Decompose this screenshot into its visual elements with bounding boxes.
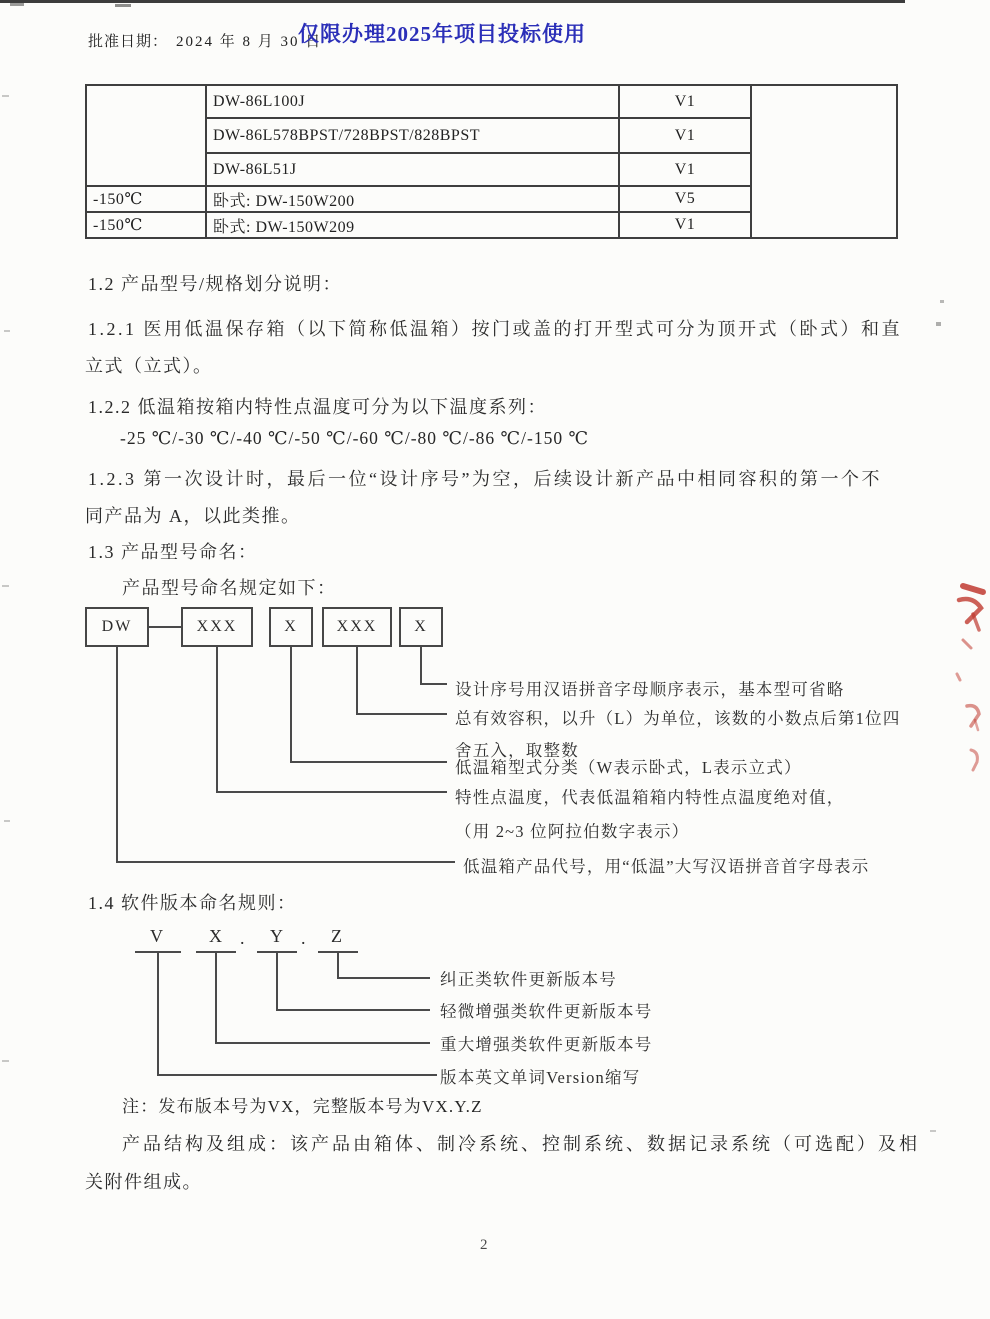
notes-cell-merged [751, 85, 897, 238]
model-annotation-type: 低温箱型式分类（W表示卧式，L表示立式） [455, 758, 802, 777]
version-annotation-y: 轻微增强类软件更新版本号 [440, 1002, 653, 1021]
version-cell: V1 [619, 153, 751, 186]
scan-speck [4, 330, 10, 332]
section-1-2-heading: 1.2 产品型号/规格划分说明： [88, 274, 342, 294]
connector-line [420, 683, 447, 685]
connector-line [337, 977, 430, 979]
scan-speck [115, 4, 131, 7]
connector-line [290, 761, 447, 763]
approval-date-label: 批准日期： [88, 34, 169, 50]
connector-line [356, 713, 447, 715]
model-code-box-temp: XXX [181, 607, 253, 647]
composition-line1: 产品结构及组成：该产品由箱体、制冷系统、控制系统、数据记录系统（可选配）及相 [122, 1134, 920, 1154]
section-1-4-heading: 1.4 软件版本命名规则： [88, 893, 297, 913]
red-stamp-fragment [933, 578, 990, 788]
table-row [86, 85, 897, 118]
model-annotation-serial: 设计序号用汉语拼音字母顺序表示，基本型可省略 [455, 680, 845, 699]
model-code-box-dw: DW [85, 607, 149, 647]
version-note: 注：发布版本号为VX，完整版本号为VX.Y.Z [122, 1097, 483, 1116]
temperature-series: -25 ℃/-30 ℃/-40 ℃/-50 ℃/-60 ℃/-80 ℃/-86 ℃/-150 ℃ [120, 428, 590, 448]
version-token-y: Y [270, 926, 284, 946]
composition-line2: 关附件组成。 [85, 1172, 202, 1192]
section-1-2-1-line1: 1.2.1 医用低温保存箱（以下简称低温箱）按门或盖的打开型式可分为顶开式（卧式）和直 [88, 319, 902, 339]
connector-line [157, 1074, 437, 1076]
model-annotation-code: 低温箱产品代号，用“低温”大写汉语拼音首字母表示 [463, 857, 870, 876]
section-1-3-heading: 1.3 产品型号命名： [88, 542, 258, 562]
model-cell: 卧式: DW-150W209 [206, 212, 619, 238]
model-cell: DW-86L51J [206, 153, 619, 186]
scan-speck [930, 1130, 936, 1132]
version-token-dot1: . [240, 928, 246, 948]
connector-line [216, 647, 218, 793]
connector-line [276, 951, 278, 1011]
section-1-2-3-line2: 同产品为 A，以此类推。 [85, 506, 301, 526]
connector-line [420, 647, 422, 685]
approval-date [88, 30, 322, 51]
version-token-v: V [150, 926, 164, 946]
scan-speck [2, 585, 9, 587]
temp-cell: -150℃ [86, 212, 206, 238]
version-cell: V1 [619, 212, 751, 238]
connector-line [276, 1009, 430, 1011]
version-token-z: Z [331, 926, 343, 946]
header-rule [0, 0, 905, 3]
connector-line [290, 647, 292, 763]
scan-speck [2, 1060, 9, 1062]
connector-line [116, 861, 455, 863]
model-annotation-volume-1: 总有效容积，以升（L）为单位，该数的小数点后第1位四 [455, 709, 901, 728]
model-cell: 卧式: DW-150W200 [206, 186, 619, 212]
connector-line [337, 951, 339, 979]
model-cell: DW-86L578BPST/728BPST/828BPST [206, 118, 619, 153]
section-1-2-1-line2: 立式（立式）。 [85, 356, 213, 376]
temp-cell-merged [86, 85, 206, 186]
connector-line [356, 647, 358, 715]
version-cell: V1 [619, 85, 751, 118]
connector-line [215, 951, 217, 1044]
connector-line [215, 1042, 430, 1044]
model-code-box-serial: X [399, 607, 443, 647]
model-annotation-temp-1: 特性点温度，代表低温箱箱内特性点温度绝对值， [455, 788, 845, 807]
section-1-2-3-line1: 1.2.3 第一次设计时，最后一位“设计序号”为空，后续设计新产品中相同容积的第一个不 [88, 469, 882, 489]
version-cell: V5 [619, 186, 751, 212]
connector-line [157, 951, 159, 1076]
version-cell: V1 [619, 118, 751, 153]
scan-speck [2, 95, 9, 97]
version-token-dot2: . [301, 928, 307, 948]
scan-speck [10, 3, 24, 6]
connector-line [116, 647, 118, 863]
version-annotation-x: 重大增强类软件更新版本号 [440, 1035, 653, 1054]
restriction-notice: 仅限办理2025年项目投标使用 [298, 22, 586, 46]
page-number: 2 [480, 1237, 488, 1253]
version-token-x: X [209, 926, 223, 946]
version-annotation-v: 版本英文单词Version缩写 [440, 1068, 641, 1087]
version-annotation-z: 纠正类软件更新版本号 [440, 970, 617, 989]
approval-date-value: 2024 年 8 月 30 日 [176, 34, 323, 50]
model-code-box-volume: XXX [322, 607, 392, 647]
scan-speck [936, 322, 941, 326]
temp-cell: -150℃ [86, 186, 206, 212]
model-annotation-temp-2: （用 2~3 位阿拉伯数字表示） [455, 822, 690, 841]
scan-speck [4, 820, 10, 822]
section-1-2-2-heading: 1.2.2 低温箱按箱内特性点温度可分为以下温度系列： [88, 397, 547, 417]
connector-line [149, 626, 181, 628]
connector-line [216, 791, 447, 793]
scan-speck [940, 300, 944, 303]
model-annotation-volume-2: 舍五入，取整数 [455, 741, 579, 760]
model-cell: DW-86L100J [206, 85, 619, 118]
section-1-3-intro: 产品型号命名规定如下： [122, 578, 337, 598]
model-version-table [85, 84, 898, 239]
model-code-box-type: X [269, 607, 313, 647]
